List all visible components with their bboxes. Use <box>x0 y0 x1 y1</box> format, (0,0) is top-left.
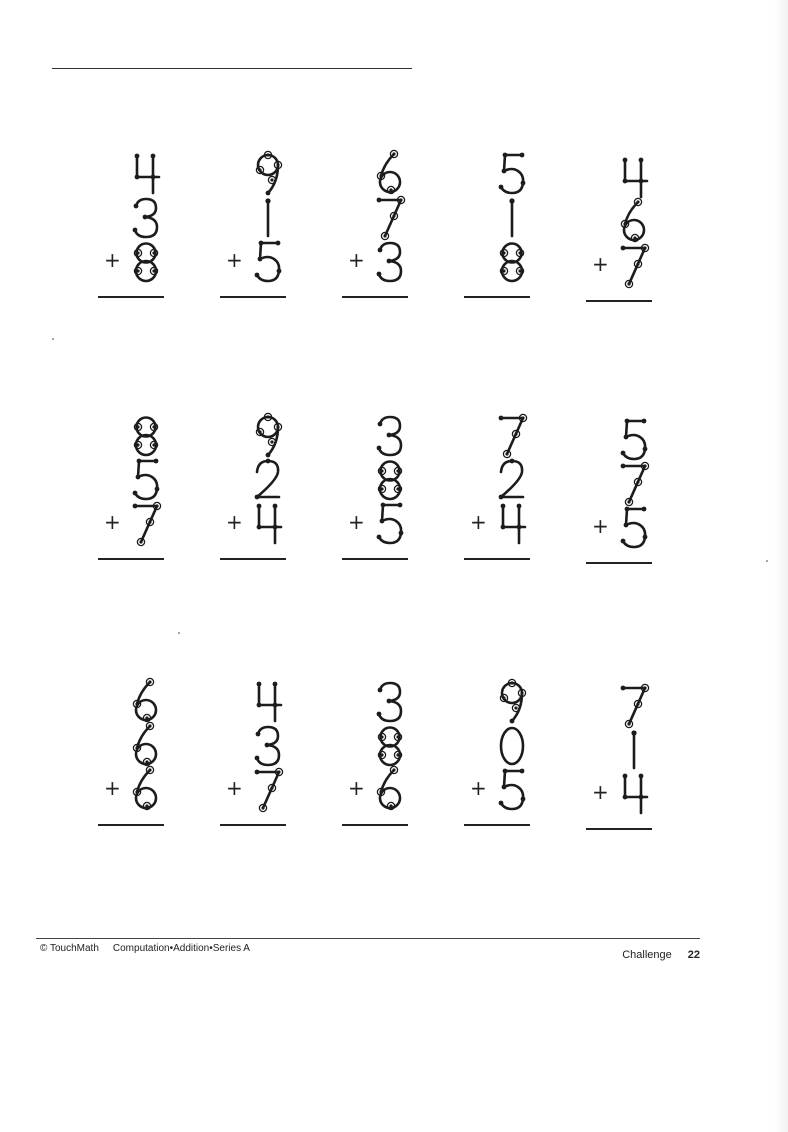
plus-sign: + <box>104 248 121 272</box>
digit-3 <box>248 722 288 770</box>
digit-6 <box>126 722 166 770</box>
plus-sign: + <box>104 776 121 800</box>
plus-sign: + <box>104 510 121 534</box>
digit-8 <box>126 238 166 286</box>
name-write-line <box>52 68 412 69</box>
digit-9 <box>248 412 288 460</box>
digit-6 <box>370 150 410 198</box>
digit-8 <box>126 412 166 460</box>
digit-7 <box>492 412 532 460</box>
addition-problem <box>220 412 292 582</box>
digit-9 <box>248 150 288 198</box>
digit-7 <box>614 682 654 730</box>
addition-problem <box>342 678 414 848</box>
scan-speck <box>766 560 768 562</box>
digit-8 <box>492 238 532 286</box>
answer-line <box>98 296 164 298</box>
digit-5 <box>492 150 532 198</box>
footer-series: Computation•Addition•Series A <box>112 943 250 954</box>
plus-sign: + <box>470 510 487 534</box>
addition-problem <box>342 412 414 582</box>
answer-line <box>586 828 652 830</box>
digit-6 <box>126 766 166 814</box>
answer-line <box>586 562 652 564</box>
scan-speck <box>178 632 180 634</box>
addition-problem <box>98 678 170 848</box>
footer-brand: © TouchMath <box>40 943 99 954</box>
page-edge-shadow <box>774 0 788 1132</box>
digit-1 <box>492 194 532 242</box>
answer-line <box>98 558 164 560</box>
digit-3 <box>126 194 166 242</box>
footer-rule <box>36 938 700 939</box>
digit-4 <box>614 770 654 818</box>
digit-6 <box>370 766 410 814</box>
digit-0 <box>492 722 532 770</box>
answer-line <box>464 824 530 826</box>
digit-7 <box>126 500 166 548</box>
digit-5 <box>492 766 532 814</box>
plus-sign: + <box>592 514 609 538</box>
digit-1 <box>614 726 654 774</box>
digit-3 <box>370 238 410 286</box>
plus-sign: + <box>592 252 609 276</box>
addition-problem <box>586 154 658 324</box>
plus-sign: + <box>226 776 243 800</box>
addition-problem <box>98 412 170 582</box>
answer-line <box>220 824 286 826</box>
plus-sign: + <box>592 780 609 804</box>
digit-5 <box>126 456 166 504</box>
digit-7 <box>614 242 654 290</box>
digit-5 <box>370 500 410 548</box>
addition-problem <box>464 150 536 320</box>
digit-1 <box>248 194 288 242</box>
scan-speck <box>52 338 54 340</box>
digit-3 <box>370 678 410 726</box>
plus-sign: + <box>348 776 365 800</box>
footer-credits <box>40 943 250 954</box>
digit-5 <box>248 238 288 286</box>
digit-7 <box>248 766 288 814</box>
addition-problem <box>342 150 414 320</box>
answer-line <box>586 300 652 302</box>
digit-4 <box>126 150 166 198</box>
answer-line <box>342 296 408 298</box>
answer-line <box>464 296 530 298</box>
digit-4 <box>248 500 288 548</box>
answer-line <box>464 558 530 560</box>
digit-8 <box>370 722 410 770</box>
answer-line <box>342 824 408 826</box>
digit-4 <box>492 500 532 548</box>
addition-problem <box>220 150 292 320</box>
plus-sign: + <box>226 510 243 534</box>
digit-8 <box>370 456 410 504</box>
answer-line <box>220 296 286 298</box>
addition-problem <box>586 682 658 852</box>
digit-2 <box>248 456 288 504</box>
plus-sign: + <box>226 248 243 272</box>
plus-sign: + <box>470 776 487 800</box>
addition-problem <box>464 678 536 848</box>
digit-9 <box>492 678 532 726</box>
digit-6 <box>614 198 654 246</box>
answer-line <box>220 558 286 560</box>
footer-page-info <box>622 949 700 961</box>
addition-problem <box>98 150 170 320</box>
plus-sign: + <box>348 248 365 272</box>
digit-5 <box>614 504 654 552</box>
footer-section: Challenge <box>622 949 672 961</box>
answer-line <box>98 824 164 826</box>
digit-6 <box>126 678 166 726</box>
digit-7 <box>370 194 410 242</box>
digit-4 <box>614 154 654 202</box>
digit-7 <box>614 460 654 508</box>
digit-2 <box>492 456 532 504</box>
addition-problem <box>586 416 658 586</box>
digit-3 <box>370 412 410 460</box>
digit-4 <box>248 678 288 726</box>
digit-5 <box>614 416 654 464</box>
answer-line <box>342 558 408 560</box>
page-number: 22 <box>687 949 700 961</box>
plus-sign: + <box>348 510 365 534</box>
addition-problem <box>220 678 292 848</box>
addition-problem <box>464 412 536 582</box>
